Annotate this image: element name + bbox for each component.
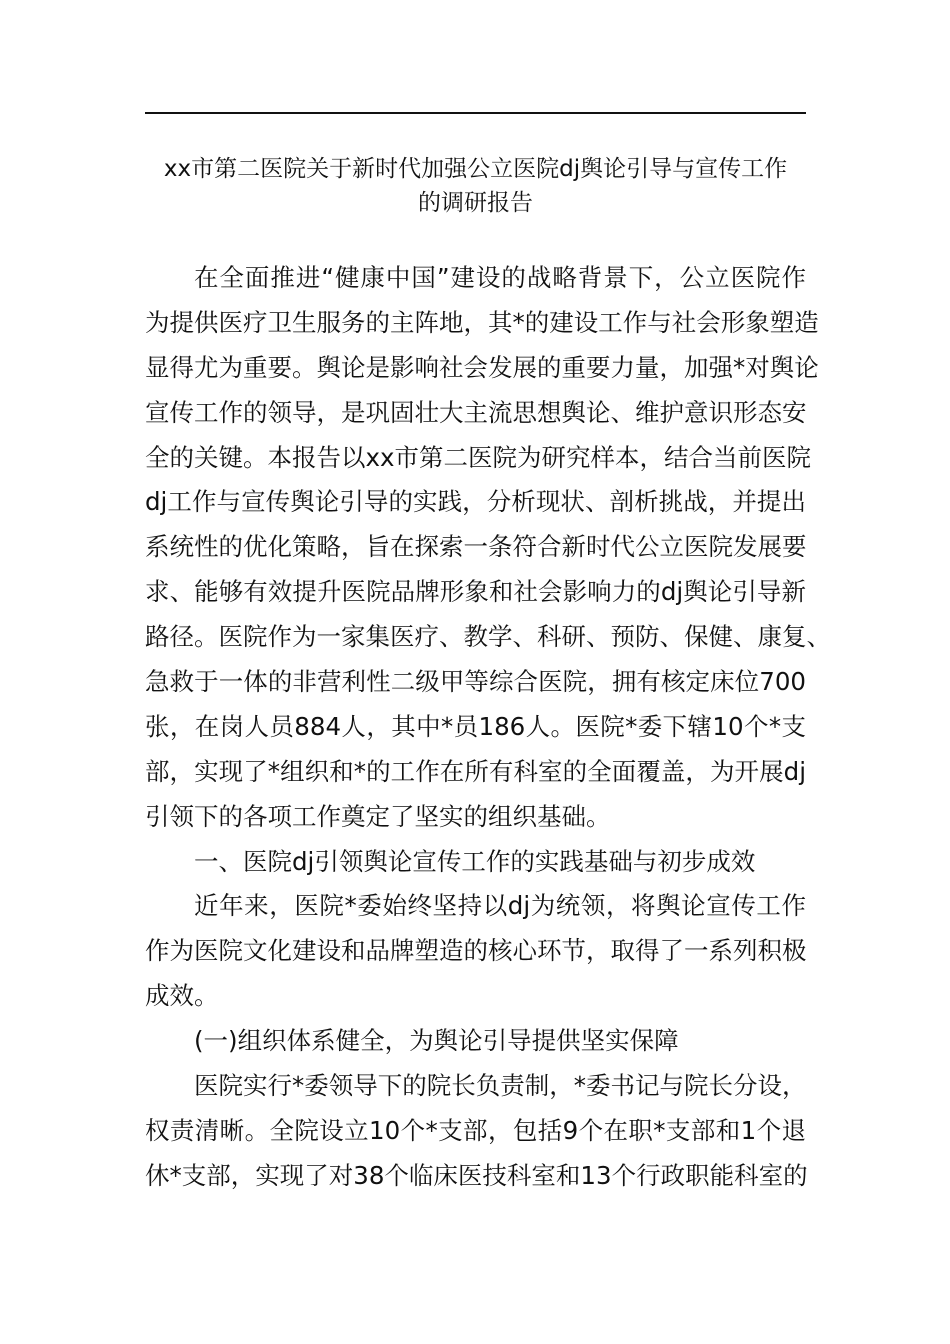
text-line: 显得尤为重要。舆论是影响社会发展的重要力量，加强*对舆论 (145, 352, 819, 382)
text-line: 求、能够有效提升医院品牌形象和社会影响力的dj舆论引导新 (145, 577, 806, 607)
text-line: 张，在岗人员884人，其中*员186人。医院*委下辖10个*支 (145, 711, 806, 741)
text-line: 近年来，医院*委始终坚持以dj为统领，将舆论宣传工作 (194, 891, 806, 921)
text-line: dj工作与宣传舆论引导的实践，分析现状、剖析挑战，并提出 (145, 487, 806, 517)
text-line: 在全面推进“健康中国”建设的战略背景下，公立医院作 (194, 263, 806, 292)
paragraph (145, 840, 806, 885)
paragraph (145, 256, 831, 840)
paragraph (145, 1064, 806, 1199)
text-line: 成效。 (145, 981, 219, 1011)
text-line: 部，实现了*组织和*的工作在所有科室的全面覆盖，为开展dj (145, 756, 806, 786)
text-line: 全的关键。本报告以xx市第二医院为研究样本，结合当前医院 (145, 442, 811, 472)
text-line: 为提供医疗卫生服务的主阵地，其*的建设工作与社会形象塑造 (145, 307, 819, 337)
text-line: 系统性的优化策略，旨在探索一条符合新时代公立医院发展要 (145, 532, 807, 562)
document-title (145, 152, 806, 220)
document-body (145, 256, 831, 1199)
text-line: 路径。医院作为一家集医疗、教学、科研、预防、保健、康复、 (145, 622, 831, 652)
paragraph (145, 884, 806, 1019)
text-line: 急救于一体的非营利性二级甲等综合医院，拥有核定床位700 (145, 667, 806, 697)
title-line: xx市第二医院关于新时代加强公立医院dj舆论引导与宣传工作 (163, 156, 788, 182)
text-line: 引领下的各项工作奠定了坚实的组织基础。 (145, 801, 611, 831)
text-line: (一)组织体系健全，为舆论引导提供坚实保障 (194, 1026, 679, 1056)
text-line: 休*支部，实现了对38个临床医技科室和13个行政职能科室的 (145, 1160, 808, 1190)
text-line: 医院实行*委领导下的院长负责制，*委书记与院长分设， (194, 1071, 807, 1101)
text-line: 一、医院dj引领舆论宣传工作的实践基础与初步成效 (194, 846, 756, 876)
title-line: 的调研报告 (418, 190, 533, 216)
header-rule (145, 112, 806, 114)
text-line: 宣传工作的领导，是巩固壮大主流思想舆论、维护意识形态安 (145, 397, 807, 427)
paragraph (145, 1019, 806, 1064)
text-line: 权责清晰。全院设立10个*支部，包括9个在职*支部和1个退 (145, 1115, 806, 1145)
text-line: 作为医院文化建设和品牌塑造的核心环节，取得了一系列积极 (145, 936, 807, 966)
